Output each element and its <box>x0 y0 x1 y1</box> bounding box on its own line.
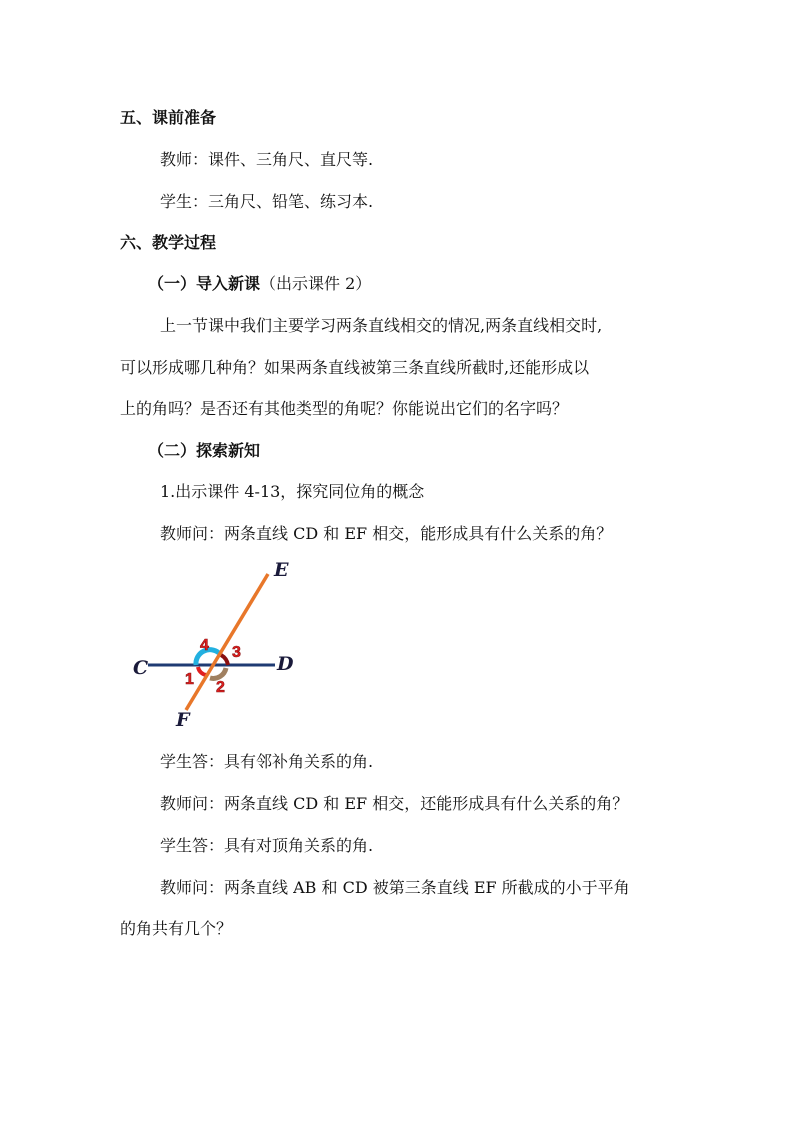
label-e: E <box>274 559 289 581</box>
answer-2: 学生答：具有对顶角关系的角. <box>160 836 374 855</box>
angle-1-number: 1 <box>185 671 194 688</box>
intro-para-line-1: 上一节课中我们主要学习两条直线相交的情况,两条直线相交时, <box>160 316 603 335</box>
intro-para-line-3: 上的角吗？是否还有其他类型的角呢？你能说出它们的名字吗？ <box>120 399 569 418</box>
angle-2-number: 2 <box>216 679 225 696</box>
label-f: F <box>176 709 190 731</box>
answer-1: 学生答：具有邻补角关系的角. <box>160 752 374 771</box>
question-1: 教师问：两条直线 CD 和 EF 相交，能形成具有什么关系的角？ <box>160 524 613 543</box>
line-ef <box>186 574 268 710</box>
sub1-heading-line <box>148 274 708 294</box>
intro-para-line-2: 可以形成哪几种角？如果两条直线被第三条直线所截时,还能形成以 <box>120 358 590 377</box>
label-d: D <box>277 653 294 675</box>
teacher-prep: 教师：课件、三角尺、直尺等. <box>160 150 374 169</box>
angle-3-number: 3 <box>232 644 241 661</box>
process-heading: 六、教学过程 <box>120 233 217 252</box>
intersecting-lines-figure <box>128 556 308 736</box>
sub2-heading: （二）探索新知 <box>148 441 261 460</box>
sub1-heading: （一）导入新课 <box>148 274 261 293</box>
sub1-note: （出示课件 2） <box>260 274 372 293</box>
student-prep: 学生：三角尺、铅笔、练习本. <box>160 192 374 211</box>
step1: 1.出示课件 4-13，探究同位角的概念 <box>160 482 425 501</box>
prep-heading: 五、课前准备 <box>120 108 217 127</box>
question-3-line-1: 教师问：两条直线 AB 和 CD 被第三条直线 EF 所截成的小于平角 <box>160 878 630 897</box>
label-c: C <box>133 657 149 679</box>
angle-1-arc <box>198 667 206 675</box>
angle-4-number: 4 <box>200 637 209 654</box>
question-3-line-2: 的角共有几个？ <box>120 919 233 938</box>
question-2: 教师问：两条直线 CD 和 EF 相交，还能形成具有什么关系的角？ <box>160 794 629 813</box>
